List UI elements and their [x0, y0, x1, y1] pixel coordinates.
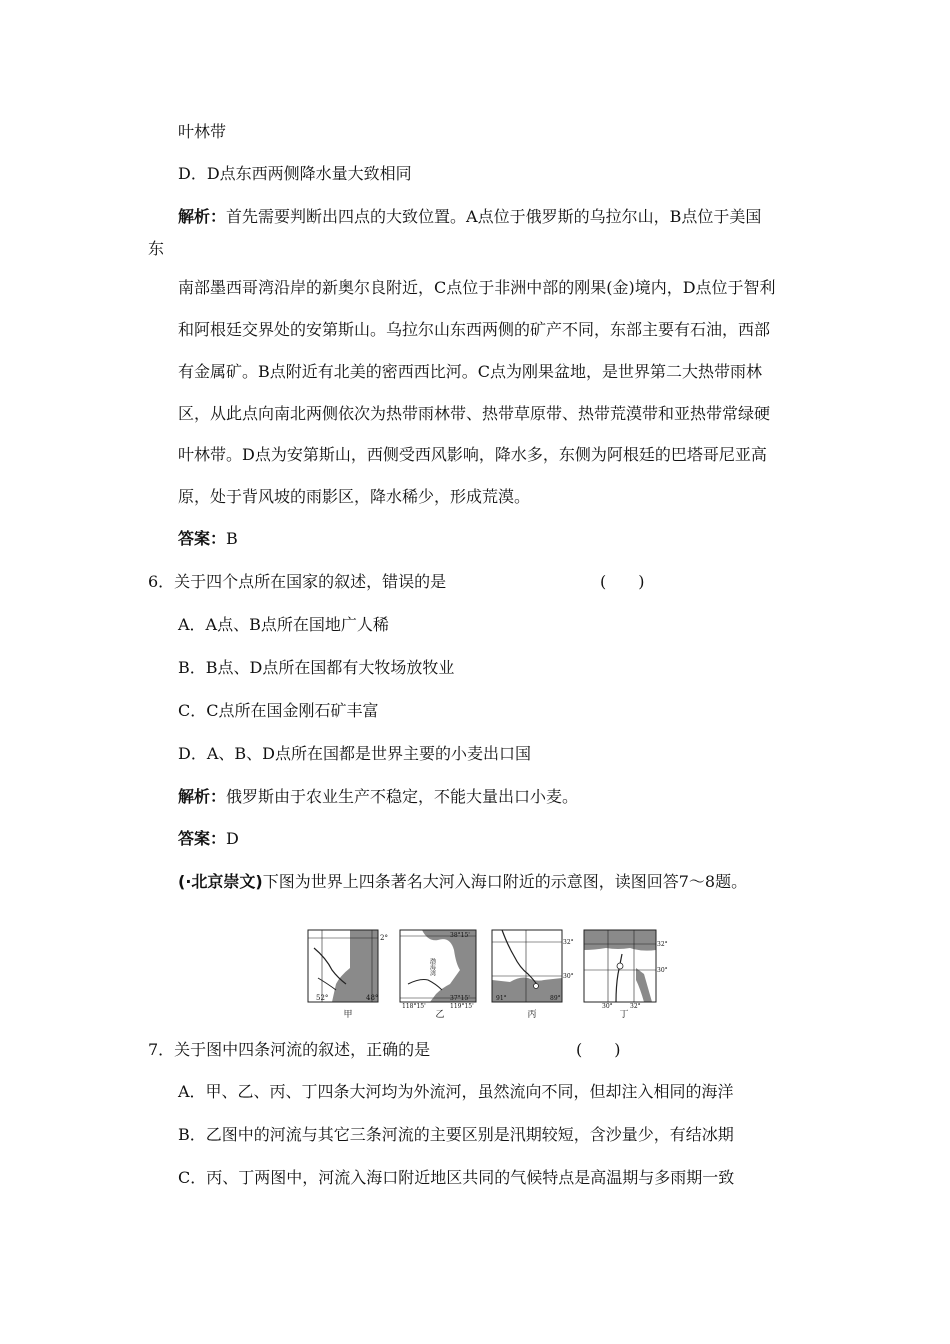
- panel-label: 丁: [619, 1010, 629, 1020]
- analysis-label: 解析：: [178, 787, 227, 806]
- intro-7-8: [178, 872, 747, 892]
- source-tag: (·北京崇文): [178, 872, 263, 891]
- lon-right-label: 119°15': [450, 1003, 474, 1010]
- q6-option-b: B．B点、D点所在国都有大牧场放牧业: [178, 658, 455, 677]
- lon-left-label: 52°: [316, 994, 329, 1002]
- answer-q5: [178, 529, 238, 549]
- lon-left-label: 91°: [496, 995, 507, 1002]
- q6-option-d: D．A、B、D点所在国都是世界主要的小麦出口国: [178, 744, 531, 763]
- option-d-q5: D．D点东西两侧降水量大致相同: [178, 164, 412, 183]
- analysis-q5: [178, 207, 761, 227]
- q6-option-c: C．C点所在国金刚石矿丰富: [178, 701, 379, 720]
- text-line-6: 和阿根廷交界处的安第斯山。乌拉尔山东西两侧的矿产不同，东部主要有石油，西部: [178, 320, 771, 339]
- text-line-9: 叶林带。D点为安第斯山，西侧受西风影响，降水多，东侧为阿根廷的巴塔哥尼亚高: [178, 445, 767, 464]
- analysis-label: 解析：: [178, 207, 227, 226]
- lon-left-label: 30°: [602, 1003, 613, 1010]
- panel-label: 乙: [435, 1010, 445, 1020]
- map-panel-jia: [306, 928, 390, 1020]
- text-line-10: 原，处于背风坡的雨影区，降水稀少，形成荒漠。: [178, 487, 531, 506]
- text-line-8: 区，从此点向南北两侧依次为热带雨林带、热带草原带、热带荒漠带和亚热带常绿硬: [178, 404, 771, 423]
- question-6-stem: 6．关于四个点所在国家的叙述，错误的是: [148, 572, 447, 591]
- intro-text: 下图为世界上四条著名大河入海口附近的示意图，读图回答7～8题。: [262, 872, 748, 891]
- lon-right-label: 32°: [630, 1003, 641, 1010]
- answer-value: B: [226, 529, 238, 548]
- lat-label: 2°: [380, 934, 388, 942]
- lat-label: 32°: [657, 941, 668, 948]
- place-label: 渤海湾: [428, 958, 436, 976]
- analysis-text: 首先需要判断出四点的大致位置。A点位于俄罗斯的乌拉尔山，B点位于美国: [226, 207, 762, 226]
- lat2-label: 30°: [657, 967, 668, 974]
- panel-label: 丙: [527, 1010, 537, 1020]
- map-panel-ding: [582, 928, 668, 1020]
- q6-option-a: A．A点、B点所在国地广人稀: [178, 615, 389, 634]
- river-mouth-figure: [306, 928, 668, 1024]
- text-line-5: 南部墨西哥湾沿岸的新奥尔良附近，C点位于非洲中部的刚果(金)境内，D点位于智利: [178, 278, 776, 297]
- lat2-label: 37°15': [450, 995, 470, 1002]
- question-6-paren: ( ): [600, 572, 645, 591]
- panel-label: 甲: [343, 1010, 353, 1020]
- q7-option-a: A．甲、乙、丙、丁四条大河均为外流河，虽然流向不同，但却注入相同的海洋: [178, 1082, 734, 1101]
- lon-left-label: 118°15': [402, 1003, 426, 1010]
- text-line-7: 有金属矿。B点附近有北美的密西西比河。C点为刚果盆地，是世界第二大热带雨林: [178, 362, 763, 381]
- answer-label: 答案：: [178, 829, 227, 848]
- analysis-text: 俄罗斯由于农业生产不稳定，不能大量出口小麦。: [226, 787, 579, 806]
- analysis-q6: [178, 787, 578, 807]
- lat2-label: 30°: [563, 973, 574, 980]
- q7-option-c: C．丙、丁两图中，河流入海口附近地区共同的气候特点是高温期与多雨期一致: [178, 1168, 735, 1187]
- map-panel-bing: [490, 928, 574, 1020]
- lon-right-label: 89°: [550, 995, 561, 1002]
- map-panel-yi: [398, 928, 482, 1020]
- question-7-paren: ( ): [576, 1040, 621, 1059]
- q7-option-b: B．乙图中的河流与其它三条河流的主要区别是汛期较短，含沙量少，有结冰期: [178, 1125, 734, 1144]
- lon-right-label: 48°: [366, 994, 379, 1002]
- lat-label: 32°: [563, 939, 574, 946]
- answer-q6: [178, 829, 239, 849]
- question-7-stem: 7．关于图中四条河流的叙述，正确的是: [148, 1040, 431, 1059]
- text-line-1: 叶林带: [178, 122, 227, 141]
- answer-value: D: [226, 829, 239, 848]
- lat-label: 38°15': [450, 932, 470, 939]
- answer-label: 答案：: [178, 529, 227, 548]
- text-line-4: 东: [148, 239, 165, 258]
